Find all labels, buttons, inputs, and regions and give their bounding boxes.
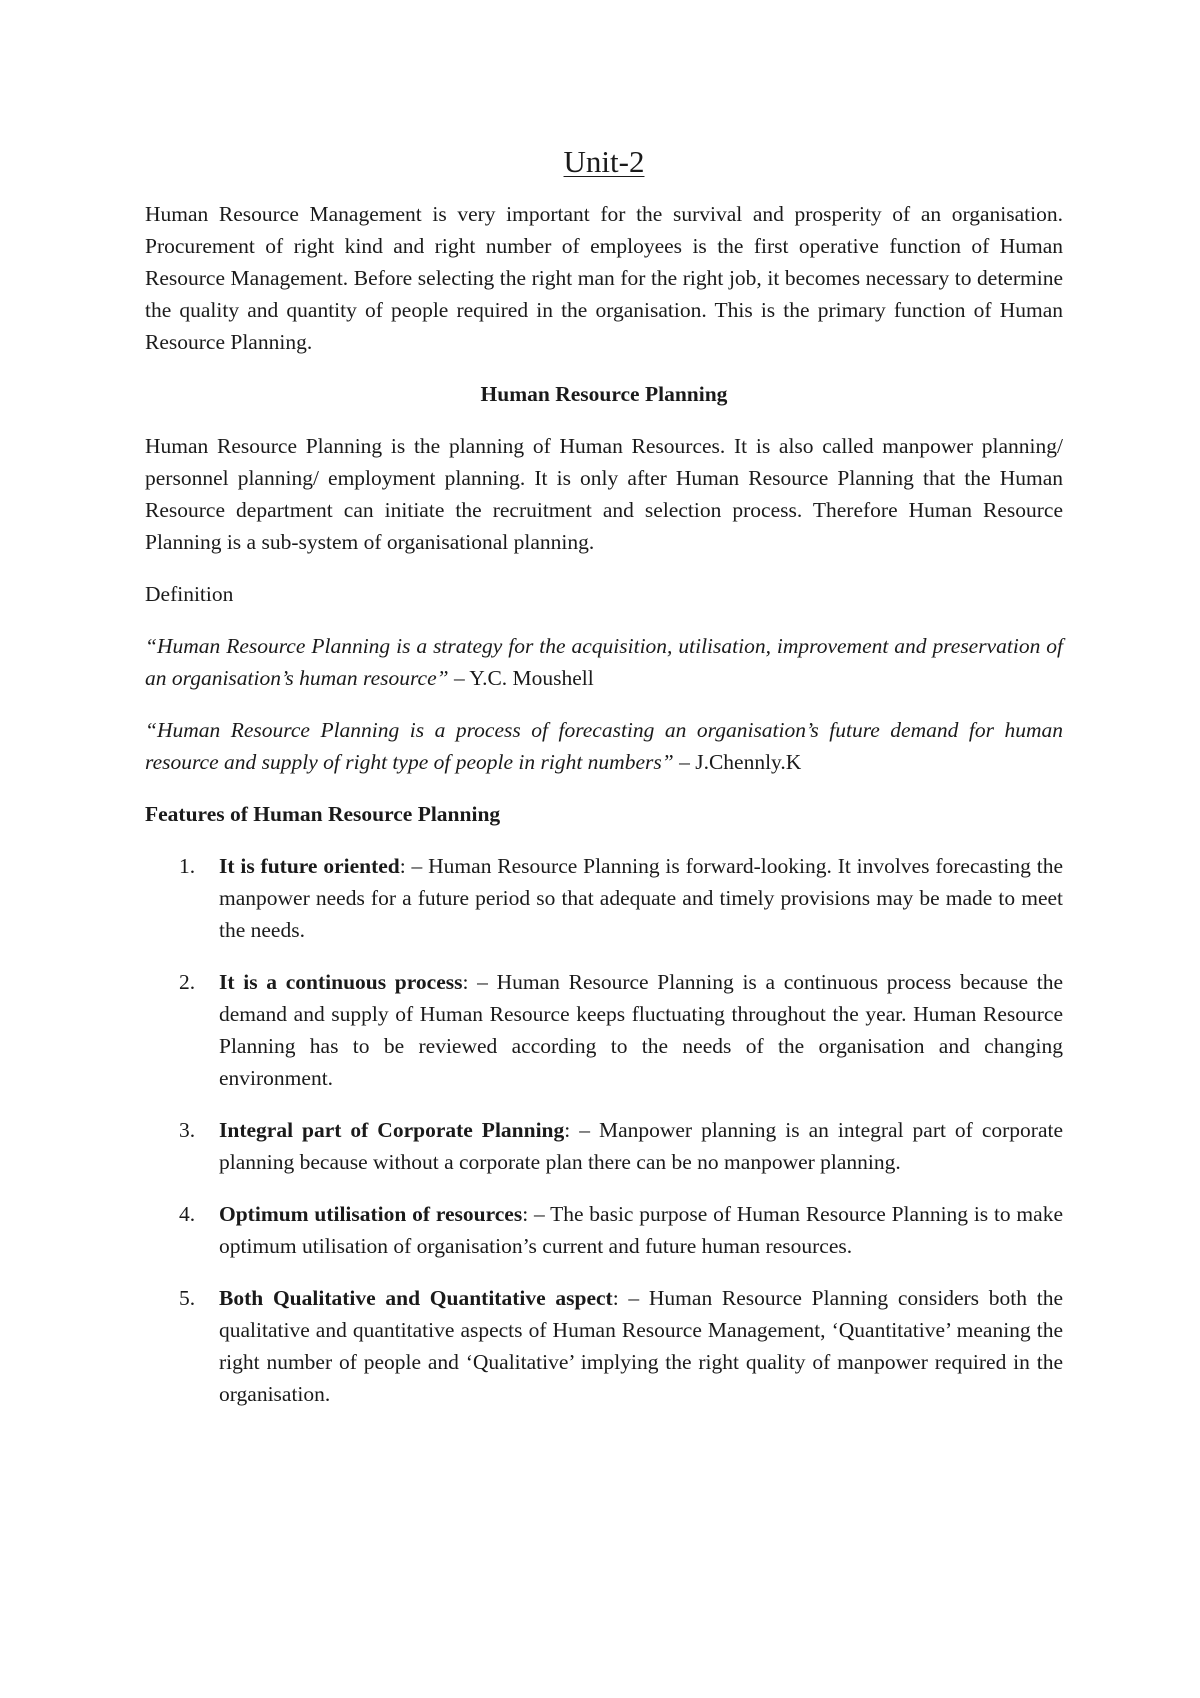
feature-number: 5.	[179, 1286, 196, 1310]
definition-quote-text: “Human Resource Planning is a process of forecasting an organisation’s future demand for human resource and supply of right type of people in right numbers”	[145, 718, 1063, 774]
feature-number: 2.	[179, 970, 196, 994]
feature-title: Optimum utilisation of resources	[219, 1202, 523, 1226]
definition-quote	[145, 630, 1063, 694]
section-paragraph: Human Resource Planning is the planning of Human Resources. It is also called manpower planning/ personnel planning/ employment planning. It is only after Human Resource Planning that the Human Resource department can initiate the recruitment and selection process. Therefore Human Resource Planning is a sub-system of organisational planning.	[145, 434, 1063, 554]
page-title: Unit-2	[563, 144, 645, 179]
feature-number: 1.	[179, 854, 196, 878]
document-page	[145, 140, 1063, 1430]
section-heading: Human Resource Planning	[480, 382, 728, 406]
feature-item	[145, 850, 1063, 946]
definition-author: – Y.C. Moushell	[448, 666, 594, 690]
feature-title: It is a continuous process	[219, 970, 463, 994]
feature-item	[145, 1198, 1063, 1262]
feature-text: : – Human Resource Planning is forward-looking. It involves forecasting the manpower needs for a future period so that adequate and timely provisions may be made to meet the needs.	[219, 854, 1063, 942]
feature-item	[145, 1114, 1063, 1178]
feature-title: It is future oriented	[219, 854, 400, 878]
definition-label: Definition	[145, 582, 234, 606]
feature-text: : – Human Resource Planning considers both the qualitative and quantitative aspects of Human Resource Management, ‘Quantitative’ meaning the right number of people and ‘Qualitative’ implying the right quality of manpower required in the organisation.	[219, 1286, 1063, 1406]
features-list	[145, 850, 1063, 1410]
feature-item	[145, 966, 1063, 1094]
definition-quote-text: “Human Resource Planning is a strategy for the acquisition, utilisation, improvement and preservation of an organisation’s human resource”	[145, 634, 1063, 690]
intro-paragraph: Human Resource Management is very important for the survival and prosperity of an organisation. Procurement of right kind and right number of employees is the first operative function of Human Resource Management. Before selecting the right man for the right job, it becomes necessary to determine the quality and quantity of people required in the organisation. This is the primary function of Human Resource Planning.	[145, 202, 1063, 354]
features-heading: Features of Human Resource Planning	[145, 802, 501, 826]
feature-item	[145, 1282, 1063, 1410]
feature-text: : – Manpower planning is an integral part of corporate planning because without a corporate plan there can be no manpower planning.	[219, 1118, 1063, 1174]
feature-title: Both Qualitative and Quantitative aspect	[219, 1286, 613, 1310]
feature-number: 4.	[179, 1202, 196, 1226]
feature-text: : – Human Resource Planning is a continuous process because the demand and supply of Human Resource keeps fluctuating throughout the year. Human Resource Planning has to be reviewed according to the needs of the organisation and changing environment.	[219, 970, 1063, 1090]
feature-title: Integral part of Corporate Planning	[219, 1118, 565, 1142]
definition-author: – J.Chennly.K	[673, 750, 802, 774]
feature-number: 3.	[179, 1118, 196, 1142]
definition-quote	[145, 714, 1063, 778]
feature-text: : – The basic purpose of Human Resource Planning is to make optimum utilisation of organisation’s current and future human resources.	[219, 1202, 1063, 1258]
